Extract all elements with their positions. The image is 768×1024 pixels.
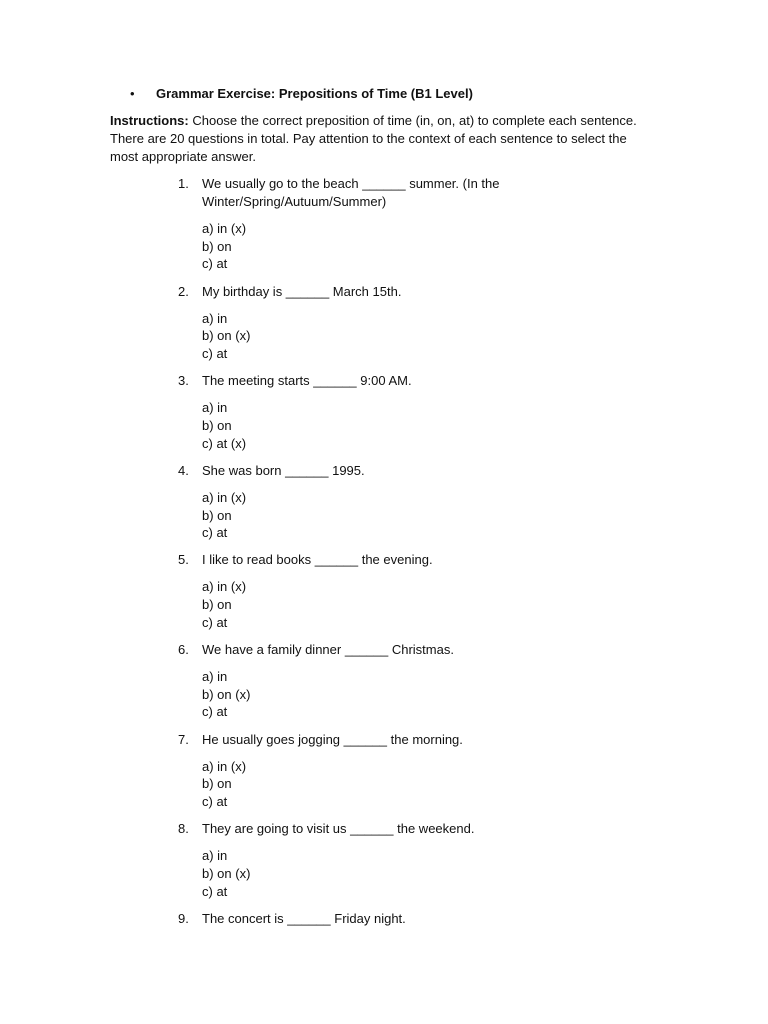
answer-option: a) in (x) [202,221,247,236]
question-text: We usually go to the beach ______ summer. (In the Winter/Spring/Autuum/Summer) [202,176,500,209]
question-text: I like to read books ______ the evening. [202,552,433,568]
question-line [178,175,628,211]
question-text: They are going to visit us ______ the weekend. [202,821,475,837]
bullet: • [130,86,135,101]
question-item [178,820,628,900]
question-line [178,462,628,480]
answer-options [202,758,628,811]
question-line [178,910,628,928]
question-text: He usually goes jogging ______ the morning. [202,731,463,747]
question-item [178,283,628,363]
question-number: 9. [178,910,189,926]
question-text: The meeting starts ______ 9:00 AM. [202,373,412,389]
answer-options [202,310,628,363]
answer-option: b) on [202,417,232,433]
answer-option: a) in [202,400,228,416]
answer-options [202,847,628,900]
question-item [178,462,628,542]
answer-option: a) in [202,310,228,326]
question-text: We have a family dinner ______ Christmas. [202,642,454,658]
answer-option: a) in [202,848,228,864]
answer-option: c) at [202,704,228,720]
answer-options [202,399,628,452]
question-number: 4. [178,462,189,478]
answer-options [202,668,628,721]
question-number: 7. [178,731,189,747]
answer-option: b) on [202,507,232,523]
answer-option: a) in [202,669,228,685]
question-number: 3. [178,373,189,389]
question-line [178,551,628,569]
question-item [178,175,628,273]
question-list [178,175,628,937]
question-line [178,820,628,838]
question-text: The concert is ______ Friday night. [202,910,406,926]
answer-option: b) on (x) [202,328,251,344]
answer-options [202,578,628,631]
question-number: 2. [178,283,189,299]
question-number: 1. [178,176,189,191]
answer-option: c) at (x) [202,435,247,451]
question-item [178,910,628,928]
answer-option: b) on [202,597,232,613]
answer-option: a) in (x) [202,489,247,505]
instructions-label: Instructions: [110,113,189,128]
answer-option: c) at [202,794,228,810]
question-text: My birthday is ______ March 15th. [202,283,402,299]
answer-option: c) at [202,525,228,541]
answer-option: c) at [202,614,228,630]
question-number: 8. [178,821,189,837]
answer-option: b) on [202,776,232,792]
question-item [178,372,628,452]
answer-option: c) at [202,256,228,272]
question-number: 5. [178,552,189,568]
answer-options [202,220,628,273]
instructions-paragraph [110,112,650,166]
answer-option: a) in (x) [202,758,247,774]
title-row [130,86,473,101]
question-line [178,372,628,390]
question-line [178,731,628,749]
answer-option: a) in (x) [202,579,247,595]
answer-option: b) on (x) [202,686,251,702]
question-item [178,641,628,721]
question-line [178,641,628,659]
question-number: 6. [178,642,189,658]
answer-option: b) on (x) [202,865,251,881]
instructions-text: Choose the correct preposition of time (in, on, at) to complete each sentence. There are 20 questions in total. Pay attention to the context of each sentence to select the most appropriate answer. [110,113,637,164]
question-text: She was born ______ 1995. [202,462,365,478]
answer-options [202,489,628,542]
question-item [178,551,628,631]
exercise-title: Grammar Exercise: Prepositions of Time (B1 Level) [156,86,473,101]
question-item [178,731,628,811]
answer-option: c) at [202,883,228,899]
answer-option: c) at [202,346,228,362]
question-line [178,283,628,301]
answer-option: b) on [202,238,232,254]
